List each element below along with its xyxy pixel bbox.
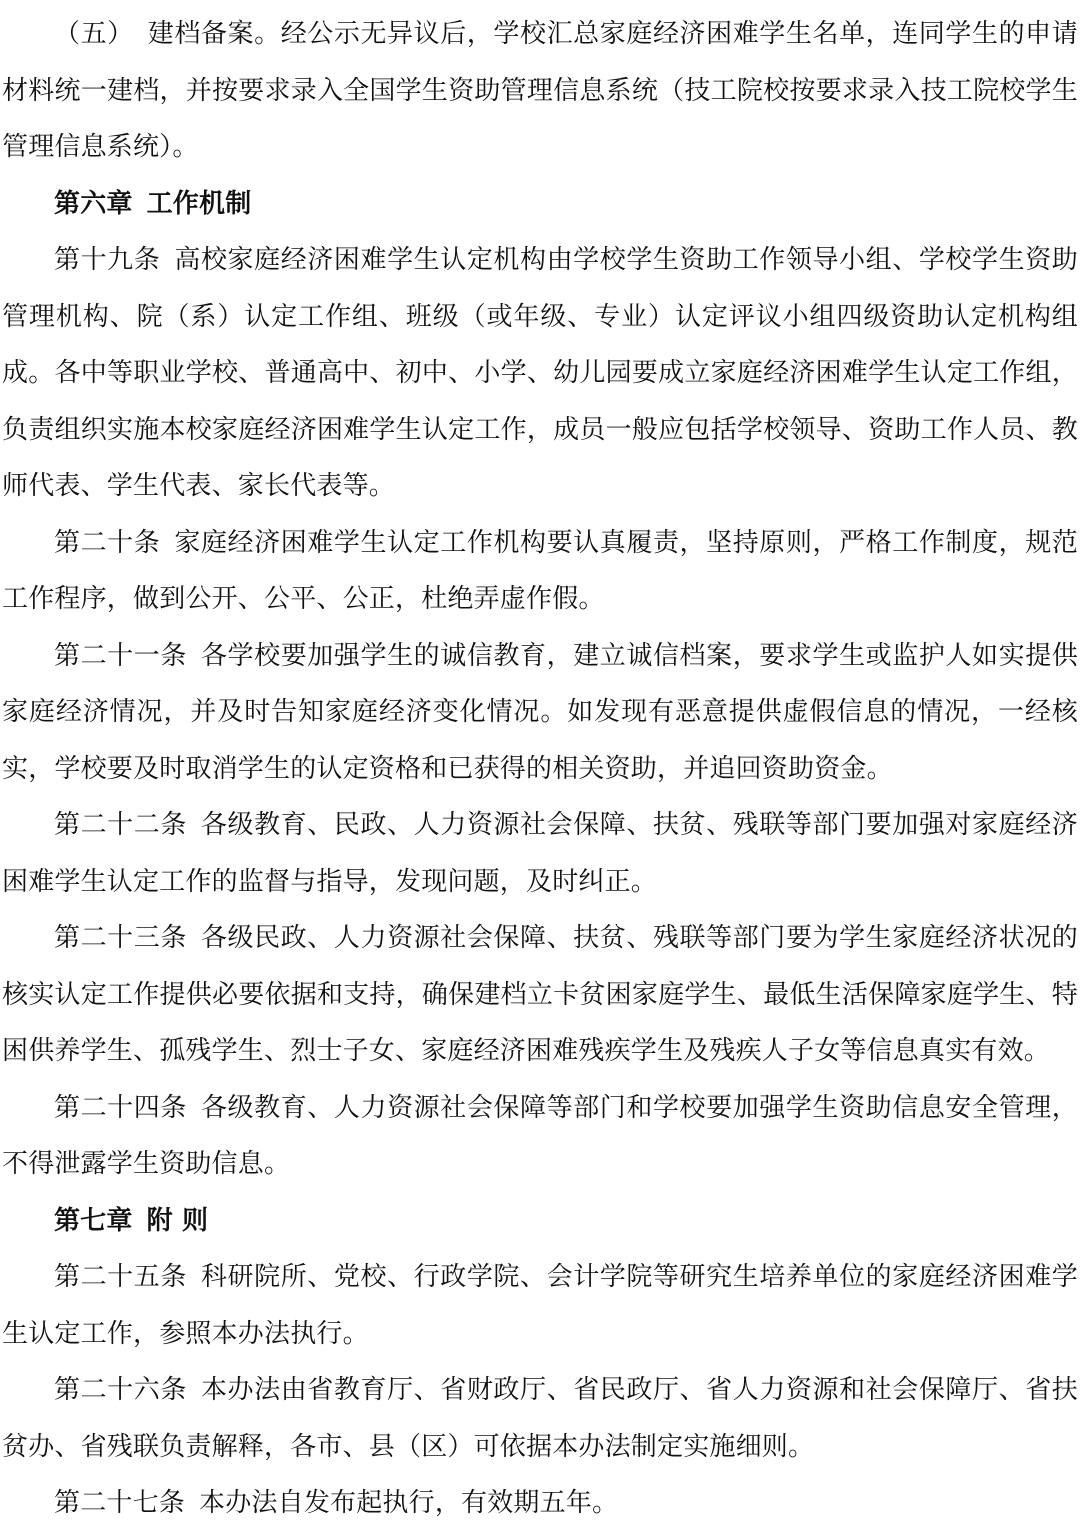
paragraph-archiving [2,6,1078,176]
paragraph-lead: （五） [54,19,134,49]
article-text: 各级教育、人力资源社会保障等部门和学校要加强学生资助信息安全管理，不得泄露学生资助信息。 [2,1092,1078,1179]
article-number: 第二十一条 [54,640,187,671]
article-number: 第十九条 [54,245,161,275]
chapter-heading-6 [2,176,1078,233]
article-number: 第二十七条 [54,1488,186,1518]
article-text: 高校家庭经济困难学生认定机构由学校学生资助工作领导小组、学校学生资助管理机构、院（系）认定工作组、班级（或年级、专业）认定评议小组四级资助认定机构组成。各中等职业学校、普通高中、初中、小学、幼儿园要成立家庭经济困难学生认定工作组，负责组织实施本校家庭经济困难学生认定工作，成员一般应包括学校领导、资助工作人员、教师代表、学生代表、家长代表等。 [2,245,1078,501]
article-25 [2,1249,1078,1362]
article-number: 第二十四条 [54,1092,187,1123]
article-24 [2,1080,1078,1193]
chapter-number: 第七章 [54,1205,133,1236]
article-22 [2,797,1078,910]
article-number: 第二十六条 [54,1375,187,1405]
article-number: 第二十二条 [54,810,187,840]
article-text: 本办法自发布起执行，有效期五年。 [199,1488,619,1518]
chapter-number: 第六章 [54,188,133,219]
article-number: 第二十三条 [54,923,187,953]
article-text: 本办法由省教育厅、省财政厅、省民政厅、省人力资源和社会保障厅、省扶贫办、省残联负责解释，各市、县（区）可依据本办法制定实施细则。 [2,1375,1078,1462]
article-21 [2,628,1078,798]
article-23 [2,910,1078,1080]
article-text: 各级民政、人力资源社会保障、扶贫、残联等部门要为学生家庭经济状况的核实认定工作提供必要依据和支持，确保建档立卡贫困家庭学生、最低生活保障家庭学生、特困供养学生、孤残学生、烈士子女、家庭经济困难残疾学生及残疾人子女等信息真实有效。 [2,923,1078,1066]
article-20 [2,515,1078,628]
article-number: 第二十条 [54,527,161,558]
article-text: 各级教育、民政、人力资源社会保障、扶贫、残联等部门要加强对家庭经济困难学生认定工作的监督与指导，发现问题，及时纠正。 [2,810,1078,897]
chapter-heading-7 [2,1193,1078,1250]
article-number: 第二十五条 [54,1262,187,1292]
article-19 [2,232,1078,515]
chapter-title: 工作机制 [146,188,252,219]
paragraph-text: 建档备案。经公示无异议后，学校汇总家庭经济困难学生名单，连同学生的申请材料统一建档，并按要求录入全国学生资助管理信息系统（技工院校按要求录入技工院校学生管理信息系统）。 [2,19,1078,162]
article-text: 科研院所、党校、行政学院、会计学院等研究生培养单位的家庭经济困难学生认定工作，参照本办法执行。 [2,1262,1078,1349]
article-text: 各学校要加强学生的诚信教育，建立诚信档案，要求学生或监护人如实提供家庭经济情况，并及时告知家庭经济变化情况。如发现有恶意提供虚假信息的情况，一经核实，学校要及时取消学生的认定资格和已获得的相关资助，并追回资助资金。 [2,640,1078,784]
article-26 [2,1362,1078,1475]
article-text: 家庭经济困难学生认定工作机构要认真履责，坚持原则，严格工作制度，规范工作程序，做到公开、公平、公正，杜绝弄虚作假。 [2,527,1078,614]
article-27 [2,1475,1078,1532]
chapter-title: 附 则 [146,1205,209,1236]
